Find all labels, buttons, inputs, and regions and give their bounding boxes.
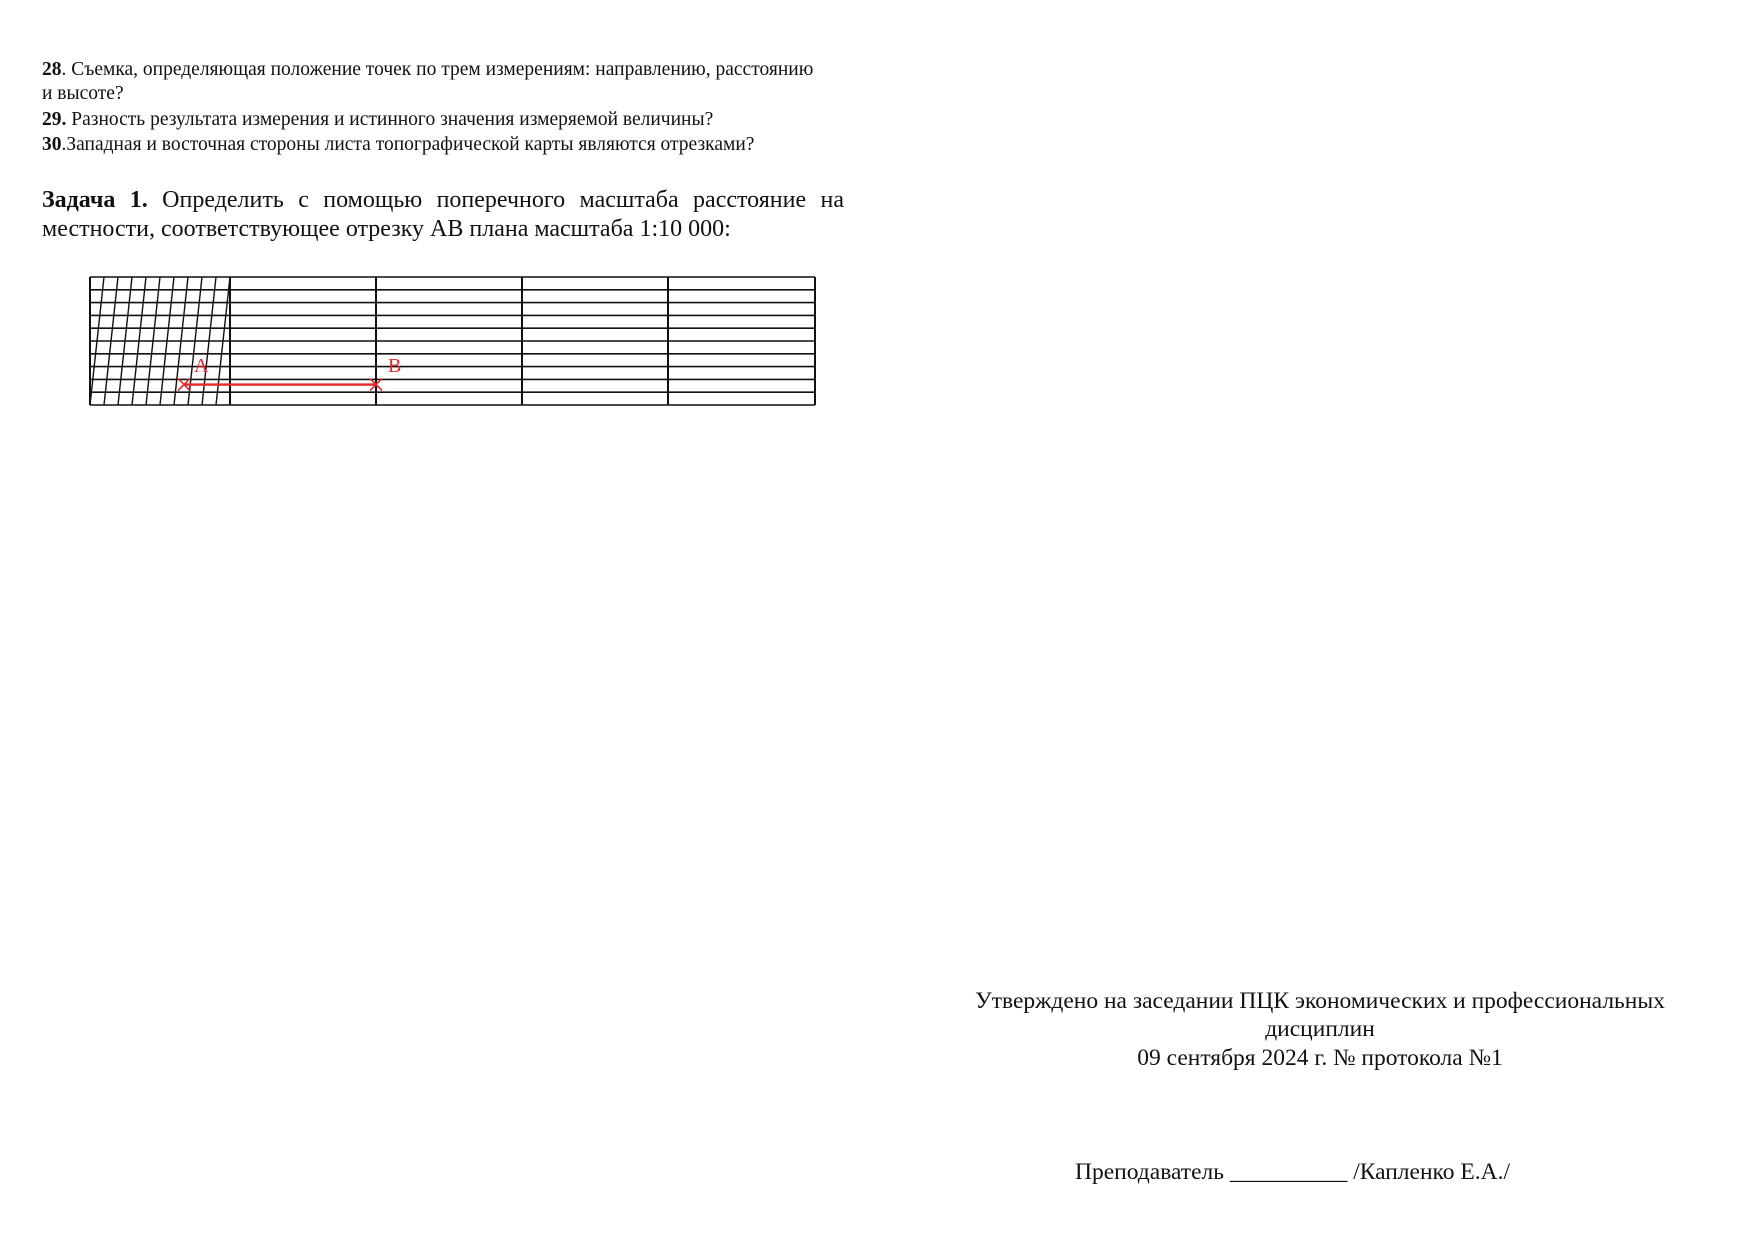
approval-line-3: 09 сентября 2024 г. № протокола №1 xyxy=(1137,1045,1503,1071)
signature-blank: __________ xyxy=(1229,1159,1348,1185)
question-30: 30.Западная и восточная стороны листа топографической карты являются отрезками? xyxy=(42,134,755,155)
question-text: Западная и восточная стороны листа топографической карты являются отрезками? xyxy=(66,134,755,155)
teacher-name: /Капленко Е.А./ xyxy=(1353,1159,1510,1185)
question-number: 29. xyxy=(42,109,67,130)
segment-ab xyxy=(178,379,382,391)
question-text: Разность результата измерения и истинного значения измеряемой величины? xyxy=(66,109,714,130)
approval-line-2: дисциплин xyxy=(1265,1016,1375,1042)
question-number: 30 xyxy=(42,134,62,155)
task-label: Задача 1. xyxy=(42,187,148,213)
point-a-label: A xyxy=(194,355,209,377)
question-29 xyxy=(42,108,822,132)
point-b-label: B xyxy=(388,355,402,377)
task-text: Определить с помощью поперечного масштаба расстояние на местности, соответствующее отрезку АВ плана масштаба 1:10 000: xyxy=(42,187,844,242)
teacher-signature-line xyxy=(1075,1158,1510,1186)
approval-line-1: Утверждено на заседании ПЦК экономических и профессиональных xyxy=(975,988,1665,1014)
transverse-scale-figure xyxy=(70,272,830,412)
question-text: Съемка, определяющая положение точек по трем измерениям: направлению, расстоянию и высоте? xyxy=(42,59,814,104)
question-28: 28. Съемка, определяющая положение точек по трем измерениям: направлению, расстоянию и высоте? xyxy=(42,59,814,104)
teacher-label: Преподаватель xyxy=(1075,1159,1224,1185)
scale-grid xyxy=(90,277,815,405)
question-number: 28 xyxy=(42,59,62,80)
task-1 xyxy=(42,186,844,244)
